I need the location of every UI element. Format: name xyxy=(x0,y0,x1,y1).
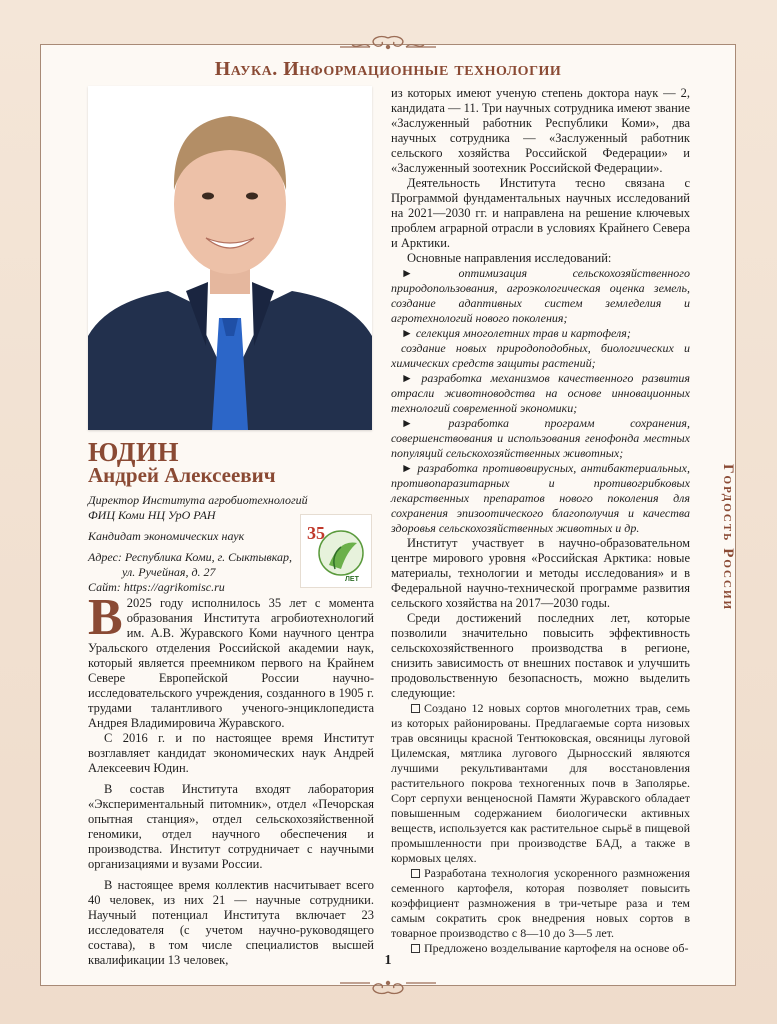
site-link[interactable]: Сайт: https://agrikomisc.ru xyxy=(88,580,225,594)
portrait-photo xyxy=(88,86,372,430)
checkbox-square-icon xyxy=(411,944,420,953)
paragraph: С 2016 г. и по настоящее время Институт возглавляет кандидат экономических наук Андрей Алексеевич Юдин. xyxy=(88,731,374,775)
position-line-1: Директор Института агробиотехнологий xyxy=(88,493,308,507)
research-direction-item: ► селекция многолетних трав и картофеля; xyxy=(401,326,631,340)
paragraph: Деятельность Института тесно связана с Программой фундаментальных научных исследований на 2021—2030 гг. и направлена на решение ключевых проблем аграрной отрасли в условиях Крайнего Севера и Арктики. xyxy=(391,176,690,250)
degree: Кандидат экономических наук xyxy=(88,529,245,543)
ornament-top-icon xyxy=(340,35,436,53)
page-number: 1 xyxy=(384,953,392,968)
left-column xyxy=(88,589,374,968)
research-direction-item: ► оптимизация сельскохозяйственного природопользования, агроэкологическая оценка земель, создание адаптивных систем земледелия и агротехнологий нового поколения; xyxy=(391,266,690,325)
dropcap: В xyxy=(88,589,123,646)
paragraph: В состав Института входят лаборатория «Экспериментальный питомник», отдел «Печорская опытная станция», отдел сельскохозяйственной геномики, отдел научного обеспечения и производства. Институт сотрудничает с научными организациями и вузами России. xyxy=(88,782,374,871)
person-surname: ЮДИН xyxy=(88,437,179,467)
checkbox-square-icon xyxy=(411,869,420,878)
achievement-item: Разработана технология ускоренного размножения семенного картофеля, которая позволяет повысить коэффициент размножения в три-четыре раза и тем самым сократить срок внедрения новых сортов в товарное производство с 8—10 до 3—5 лет. xyxy=(391,866,690,940)
research-direction-item: создание новых природоподобных, биологических и химических средств защиты растений; xyxy=(391,341,690,370)
section-header: Наука. Информационные технологии xyxy=(214,58,562,80)
institute-anniversary-logo xyxy=(300,514,372,588)
person-given-names: Андрей Алексеевич xyxy=(88,463,276,487)
research-direction-item: ► разработка механизмов качественного развития отрасли животноводства на основе инновационных технологий современной экономики; xyxy=(391,371,690,415)
address-line-1: Адрес: Республика Коми, г. Сыктывкар, xyxy=(88,550,293,564)
paragraph: Среди достижений последних лет, которые позволили значительно повысить эффективность сельскохозяйственного производства в регионе, снизить зависимость от внешних поставок и улучшить продовольственную безопасность, можно выделить следующие: xyxy=(391,611,690,700)
paragraph: из которых имеют ученую степень доктора наук — 2, кандидата — 11. Три научных сотрудника имеют звание «Заслуженный работник Республики Коми», два научных сотрудника — «Заслуженный работник сельского хозяйства Российской Федерации» и «Заслуженный зоотехник Российской Федерации». xyxy=(391,86,690,175)
paragraph: В настоящее время коллектив насчитывает всего 40 человек, из них 21 — научные сотрудники. Научный потенциал Института включает 23 исследователя (с учетом научно-руководящего состава), в том числе специалистов высшей квалификации 13 человек, xyxy=(88,878,374,967)
achievement-item: Предложено возделывание картофеля на основе об- xyxy=(391,941,690,956)
logo-label: ЛЕТ xyxy=(345,576,359,583)
research-direction-item: ► разработка программ сохранения, совершенствования и использования генофонда местных популяций сельскохозяйственных животных; xyxy=(391,416,690,460)
intro-paragraph: В 2025 году исполнилось 35 лет с момента образования Института агробиотехнологий им. А.В. Журавского Коми научного центра Уральского отделения Российской академии наук, который является преемником первого на Крайнем Севере Европейской России научно-исследовательского учреждения, созданного в 1905 г. трудами талантливого ученого-энциклопедиста Андрея Владимировича Журавского. xyxy=(88,589,374,730)
paragraph: Институт участвует в научно-образовательном центре мирового уровня «Российская Арктика: новые материалы, технологии и методы исследования» и в Федеральной научно-технической программе развития сельского хозяйства на 2017—2030 годы. xyxy=(391,536,690,610)
logo-number: 35 xyxy=(307,523,325,543)
checkbox-square-icon xyxy=(411,704,420,713)
side-title: Гордость России xyxy=(720,464,736,612)
position-line-2: ФИЦ Коми НЦ УрО РАН xyxy=(88,508,216,522)
research-direction-item: ► разработка противовирусных, антибактериальных, противопаразитарных и противогрибковых лекарственных препаратов нового поколения для сохранения эпизоотического благополучия и качества здоровья сельскохозяйственных животных и др. xyxy=(391,461,690,535)
achievement-item: Создано 12 новых сортов многолетних трав, семь из которых районированы. Предлагаемые сорта низовых трав овсяницы красной Тентюковская, овсяницы луговой Цилемская, мятлика лугового Дырносский являются лучшими рекультивантами для восстановления растительного покрова техногенных почв в Заполярье. Сорт серпухи венценосной Памяти Журавского обладает повышенным содержанием биологически активных веществ, используется как растительное сырьё в пищевой промышленности при производстве БАД, а также в кормовых целях. xyxy=(391,701,690,865)
address-line-2: ул. Ручейная, д. 27 xyxy=(122,565,216,579)
paragraph: Основные направления исследований: xyxy=(407,251,612,265)
ornament-bottom-icon xyxy=(340,977,436,995)
right-column xyxy=(391,86,690,956)
